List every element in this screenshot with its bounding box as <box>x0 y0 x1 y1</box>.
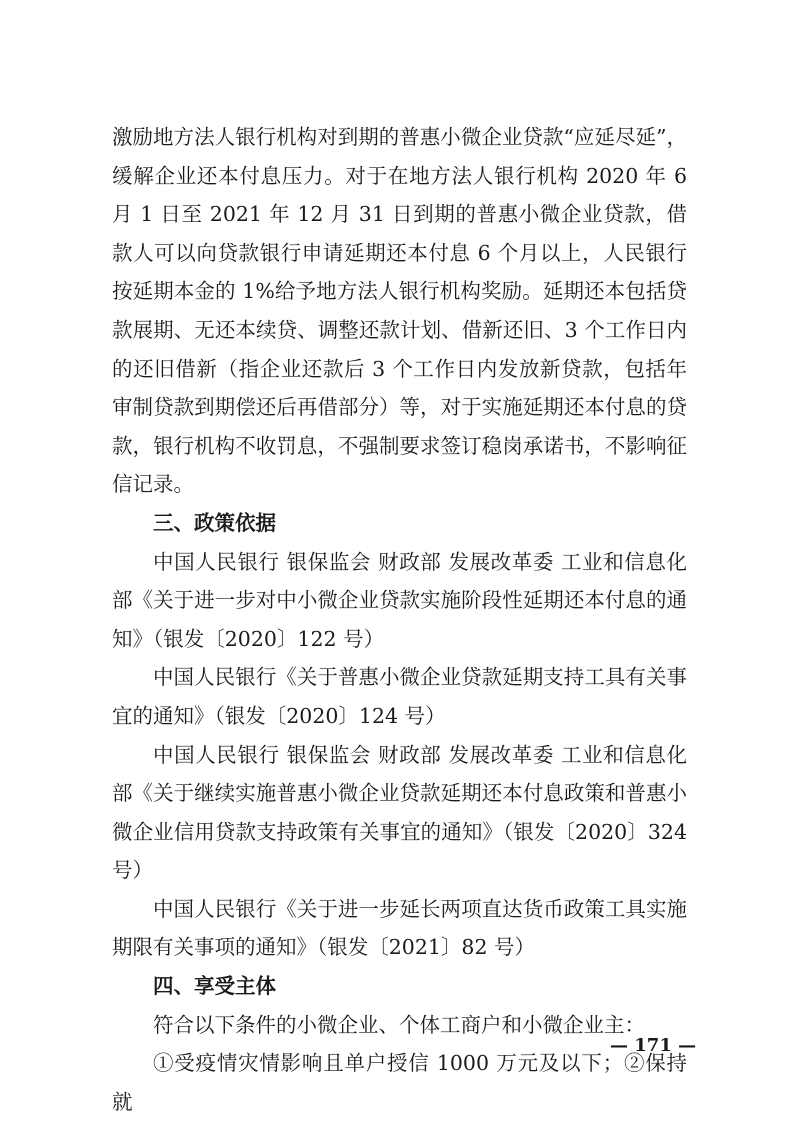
body-text <box>112 118 687 1121</box>
page-number: — 171 — <box>610 1035 697 1056</box>
eligibility-conditions: ①受疫情灾情影响且单户授信 1000 万元及以下；②保持就 <box>112 1051 687 1114</box>
paragraph-continuation: 激励地方法人银行机构对到期的普惠小微企业贷款“应延尽延”，缓解企业还本付息压力。对于在地方法人银行机构 2020 年 6 月 1 日至 2021 年 12 月 31 日到期的普惠小微企业贷款，借款人可以向贷款银行申请延期还本付息 6 个月以上，人民银行按延期本金的 1%给予地方法人银行机构奖励。延期还本包括贷款展期、无还本续贷、调整还款计划、借新还旧、3 个工作日内的还旧借新（指企业还款后 3 个工作日内发放新贷款，包括年审制贷款到期偿还后再借部分）等，对于实施延期还本付息的贷款，银行机构不收罚息，不强制要求签订稳岗承诺书，不影响征信记录。 <box>112 125 687 497</box>
reference-document: 中国人民银行 银保监会 财政部 发展改革委 工业和信息化部《关于继续实施普惠小微企业贷款延期还本付息政策和普惠小微企业信用贷款支持政策有关事宜的通知》（银发〔2020〕324 号） <box>112 742 687 883</box>
reference-document: 中国人民银行 银保监会 财政部 发展改革委 工业和信息化部《关于进一步对中小微企业贷款实施阶段性延期还本付息的通知》（银发〔2020〕122 号） <box>112 549 687 651</box>
section-heading-policy-basis: 三、政策依据 <box>153 510 276 535</box>
eligibility-intro: 符合以下条件的小微企业、个体工商户和小微企业主： <box>153 1012 645 1037</box>
section-heading-eligible-entities: 四、享受主体 <box>153 974 276 999</box>
reference-document: 中国人民银行《关于普惠小微企业贷款延期支持工具有关事宜的通知》（银发〔2020〕124 号） <box>112 665 687 728</box>
reference-document: 中国人民银行《关于进一步延长两项直达货币政策工具实施期限有关事项的通知》（银发〔2021〕82 号） <box>112 896 687 960</box>
